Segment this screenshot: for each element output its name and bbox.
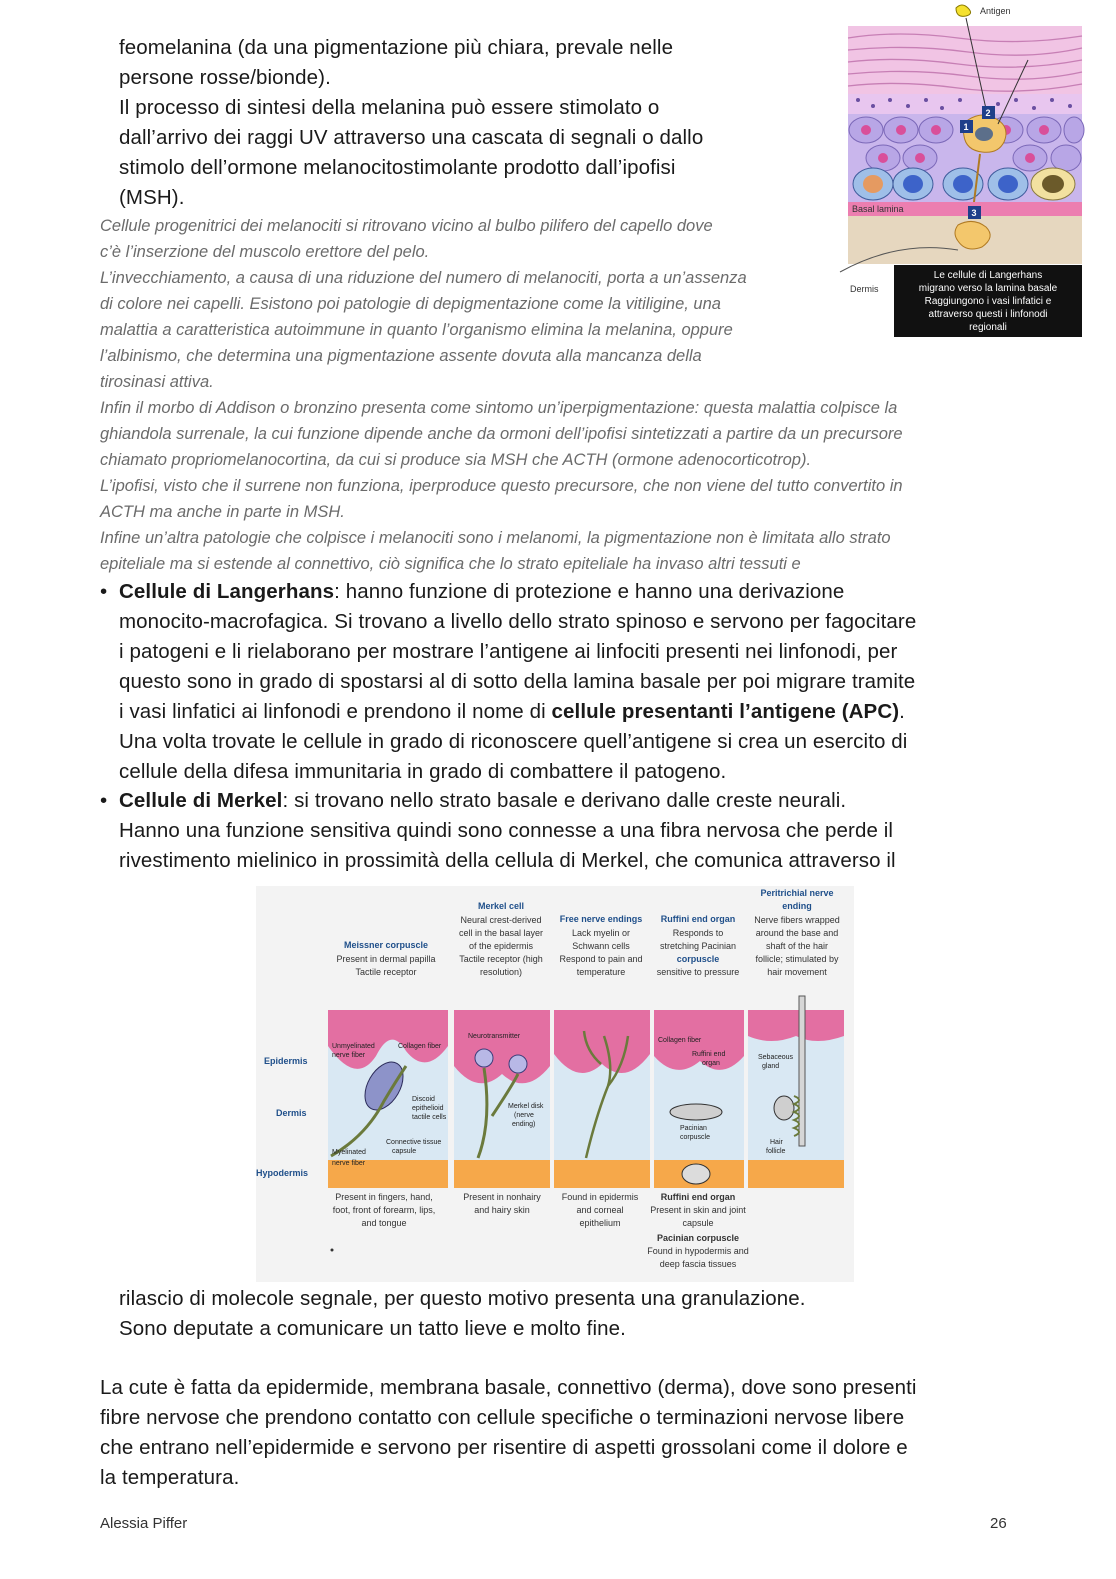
header-desc: Responds to <box>672 928 724 938</box>
step-badge-label: 1 <box>963 122 969 132</box>
caption-line: Raggiungono i vasi linfatici e <box>924 296 1052 307</box>
stratum-corneum <box>848 26 1082 102</box>
text-line: feomelanina (da una pigmentazione più chiara, prevale nelle <box>119 36 674 59</box>
bullet-line <box>100 577 1019 607</box>
antigen-icon <box>956 5 971 16</box>
peritrichial-panel <box>748 996 844 1188</box>
header-title: Merkel cell <box>477 901 525 911</box>
fig-label: Connective tissue <box>386 1139 442 1146</box>
note-line: Infin il morbo di Addison o bronzino presenta come sintomo un’iperpigmentazione: questa malattia colpisce la <box>100 399 898 417</box>
note-line: di colore nei capelli. Esistono poi patologie di depigmentazione come la vitiligine, una <box>100 295 721 313</box>
text-line: i patogeni e li rielaborano per mostrare l’antigene ai linfociti presenti nei linfonodi, per <box>119 640 898 663</box>
page-number: 26 <box>990 1515 1007 1532</box>
note-line: Infine un’altra patologie che colpisce i melanociti sono i melanomi, la pigmentazione non è limitata allo strato <box>100 529 891 547</box>
fig-label: gland <box>762 1063 780 1070</box>
header-desc: stretching Pacinian <box>659 941 737 951</box>
header-desc: corpuscle <box>676 954 720 964</box>
bullet-line <box>100 786 1019 816</box>
footer-author: Alessia Piffer <box>100 1515 188 1532</box>
footer-line: epithelium <box>579 1218 621 1228</box>
footer-line: Found in hypodermis and <box>647 1246 749 1256</box>
note-line: malattia a caratteristica autoimmune in quanto l’organismo elimina la melanina, oppure <box>100 321 733 339</box>
text-line: stimolo dell’ormone melanocitostimolante prodotto dall’ipofisi <box>119 156 676 179</box>
header-desc: Lack myelin or <box>571 928 631 938</box>
text-line: questo sono in grado di spostarsi al di sotto della lamina basale per poi migrare tramite <box>119 670 916 693</box>
text-line: persone rosse/bionde). <box>119 66 331 89</box>
header-desc: around the base and <box>755 928 839 938</box>
fig-label: follicle <box>766 1148 786 1155</box>
fig-label: Sebaceous <box>758 1054 794 1061</box>
text-line: Una volta trovate le cellule in grado di riconoscere quell’antigene si crea un esercito di <box>119 730 908 753</box>
text-span: : si trovano nello strato basale e derivano dalle creste neurali. <box>282 789 847 812</box>
intro-paragraph <box>119 33 819 213</box>
note-line: c’è l’inserzione del muscolo erettore del pelo. <box>100 243 430 261</box>
basal-lamina-label: Basal lamina <box>852 204 904 214</box>
text-span: . <box>899 700 905 723</box>
ruffini-panel <box>654 1010 744 1188</box>
text-line: dall’arrivo dei raggi UV attraverso una cascata di segnali o dallo <box>119 126 704 149</box>
fig-label: nerve fiber <box>332 1052 366 1059</box>
footer-line: Ruffini end organ <box>660 1192 736 1202</box>
text-line: Sono deputate a comunicare un tatto lieve e molto fine. <box>119 1317 626 1340</box>
fig-label: Neurotransmitter <box>468 1033 521 1040</box>
caption-line: Le cellule di Langerhans <box>933 270 1043 281</box>
note-line: l’albinismo, che determina una pigmentazione assente dovuta alla mancanza della <box>100 347 702 365</box>
footer-line: and tongue <box>361 1218 407 1228</box>
fig-label: corpuscle <box>680 1134 710 1141</box>
fig-label: epithelioid <box>412 1105 444 1112</box>
note-line: L’ipofisi, visto che il surrene non funziona, iperproduce questo precursore, che non viene del tutto convertito in <box>100 477 903 495</box>
footer-line: Present in skin and joint <box>650 1205 746 1215</box>
header-title: ending <box>782 901 812 911</box>
header-desc: Nerve fibers wrapped <box>754 915 840 925</box>
caption-line: regionali <box>969 322 1007 333</box>
bullet-dot: • <box>100 580 108 603</box>
fig-label: Ruffini end <box>692 1051 726 1058</box>
merkel-continuation <box>119 1284 1019 1344</box>
fig-label: organ <box>702 1060 720 1067</box>
header-desc: temperature <box>576 967 626 977</box>
header-desc: Respond to pain and <box>559 954 643 964</box>
header-title: Meissner corpuscle <box>343 940 429 950</box>
fig-label: Collagen fiber <box>658 1037 702 1044</box>
footer-line: foot, front of forearm, lips, <box>332 1205 436 1215</box>
note-line: L’invecchiamento, a causa di una riduzione del numero di melanociti, porta a un’assenza <box>100 269 747 287</box>
free-nerve-panel <box>554 1010 650 1188</box>
caption-line: attraverso questi i linfonodi <box>928 309 1048 320</box>
layer-label: Epidermis <box>264 1056 308 1066</box>
fig-label: Merkel disk <box>508 1103 544 1110</box>
header-title: Ruffini end organ <box>660 914 736 924</box>
footer-line: deep fascia tissues <box>659 1259 737 1269</box>
text-line: monocito-macrofagica. Si trovano a livello dello strato spinoso e servono per fagocitare <box>119 610 917 633</box>
dot-mark <box>331 1249 334 1252</box>
text-line: cellule della difesa immunitaria in grado di combattere il patogeno. <box>119 760 727 783</box>
basal-cells <box>853 168 1075 200</box>
header-title: Free nerve endings <box>559 914 643 924</box>
fig-label: Collagen fiber <box>398 1043 442 1050</box>
header-desc: sensitive to pressure <box>656 967 740 977</box>
fig-label: Hair <box>770 1139 783 1146</box>
fig-label: Unmyelinated <box>332 1043 375 1050</box>
header-desc: Schwann cells <box>572 941 630 951</box>
header-desc: Tactile receptor <box>355 967 417 977</box>
langerhans-title: Cellule di Langerhans <box>119 580 335 603</box>
fig-label: tactile cells <box>412 1114 447 1121</box>
footer-line: Present in fingers, hand, <box>335 1192 433 1202</box>
layer-label: Hypodermis <box>256 1168 309 1178</box>
header-desc: Present in dermal papilla <box>336 954 436 964</box>
fig-label: Discoid <box>412 1096 435 1103</box>
text-line: Hanno una funzione sensitiva quindi sono connesse a una fibra nervosa che perde il <box>119 819 894 842</box>
meissner-panel <box>328 1010 448 1188</box>
header-desc: Neural crest-derived <box>460 915 542 925</box>
fig-label: Myelinated <box>332 1149 366 1156</box>
receptor-panels <box>328 996 844 1188</box>
fig-label: ending) <box>512 1121 536 1128</box>
apc-term: cellule presentanti l’antigene (APC) <box>551 700 900 723</box>
text-line <box>119 697 1019 727</box>
footer-line: and corneal <box>576 1205 624 1215</box>
text-span: i vasi linfatici ai linfonodi e prendono il nome di <box>119 700 552 723</box>
layer-label: Dermis <box>276 1108 307 1118</box>
merkel-title: Cellule di Merkel <box>119 789 283 812</box>
text-line: La cute è fatta da epidermide, membrana basale, connettivo (derma), dove sono presenti <box>100 1376 917 1399</box>
header-desc: cell in the basal layer <box>458 928 544 938</box>
step-badge-label: 3 <box>971 208 977 218</box>
granular-layer <box>848 94 1082 114</box>
langerhans-figure <box>838 0 1086 340</box>
bullet-dot: • <box>100 789 108 812</box>
note-line: tirosinasi attiva. <box>100 373 214 391</box>
header-desc: hair movement <box>767 967 827 977</box>
note-line: Cellule progenitrici dei melanociti si ritrovano vicino al bulbo pilifero del capello dove <box>100 217 713 235</box>
antigen-label: Antigen <box>980 6 1011 16</box>
text-line: la temperatura. <box>100 1466 240 1489</box>
fig-label: (nerve <box>514 1112 534 1119</box>
header-desc: follicle; stimulated by <box>755 954 839 964</box>
note-line: epiteliale ma si estende al connettivo, ciò significa che lo strato epiteliale ha invaso altri tessuti e <box>100 555 801 573</box>
dermis-label: Dermis <box>850 284 879 294</box>
skin-structure-paragraph <box>100 1373 1020 1493</box>
note-line: ghiandola surrenale, la cui funzione dipende anche da ormoni dell’ipofisi sintetizzati a partire da un precursore <box>100 425 903 443</box>
header-desc: resolution) <box>479 967 523 977</box>
header-desc: shaft of the hair <box>765 941 829 951</box>
merkel-panel <box>454 1010 550 1188</box>
merkel-section <box>100 786 1019 876</box>
fig-label: Pacinian <box>680 1125 707 1132</box>
footer-line: Pacinian corpuscle <box>656 1233 740 1243</box>
text-line: rilascio di molecole segnale, per questo motivo presenta una granulazione. <box>119 1287 806 1310</box>
header-title: Peritrichial nerve <box>760 888 834 898</box>
note-line: chiamato propriomelanocortina, da cui si produce sia MSH che ACTH (ormone adenocorticotrop). <box>100 451 812 469</box>
text-span: : hanno funzione di protezione e hanno una derivazione <box>334 580 845 603</box>
note-line: ACTH ma anche in parte in MSH. <box>100 503 345 521</box>
fig-label: capsule <box>392 1148 417 1155</box>
step-badge-label: 2 <box>985 108 991 118</box>
caption-line: migrano verso la lamina basale <box>918 283 1058 294</box>
footer-line: Present in nonhairy <box>463 1192 541 1202</box>
footer-line: capsule <box>682 1218 714 1228</box>
skin-receptors-figure <box>256 886 854 1282</box>
text-line: rivestimento mielinico in prossimità della cellula di Merkel, che comunica attraverso il <box>119 849 896 872</box>
header-desc: of the epidermis <box>468 941 534 951</box>
fig-label: nerve fiber <box>332 1160 366 1167</box>
text-line: fibre nervose che prendono contatto con cellule specifiche o terminazioni nervose libere <box>100 1406 905 1429</box>
footer-line: and hairy skin <box>474 1205 530 1215</box>
text-line: (MSH). <box>119 186 185 209</box>
langerhans-section <box>100 577 1019 787</box>
text-line: Il processo di sintesi della melanina può essere stimolato o <box>119 96 660 119</box>
header-desc: Tactile receptor (high <box>459 954 543 964</box>
footer-line: Found in epidermis <box>561 1192 639 1202</box>
text-line: che entrano nell’epidermide e servono per risentire di aspetti grossolani come il dolore e <box>100 1436 908 1459</box>
